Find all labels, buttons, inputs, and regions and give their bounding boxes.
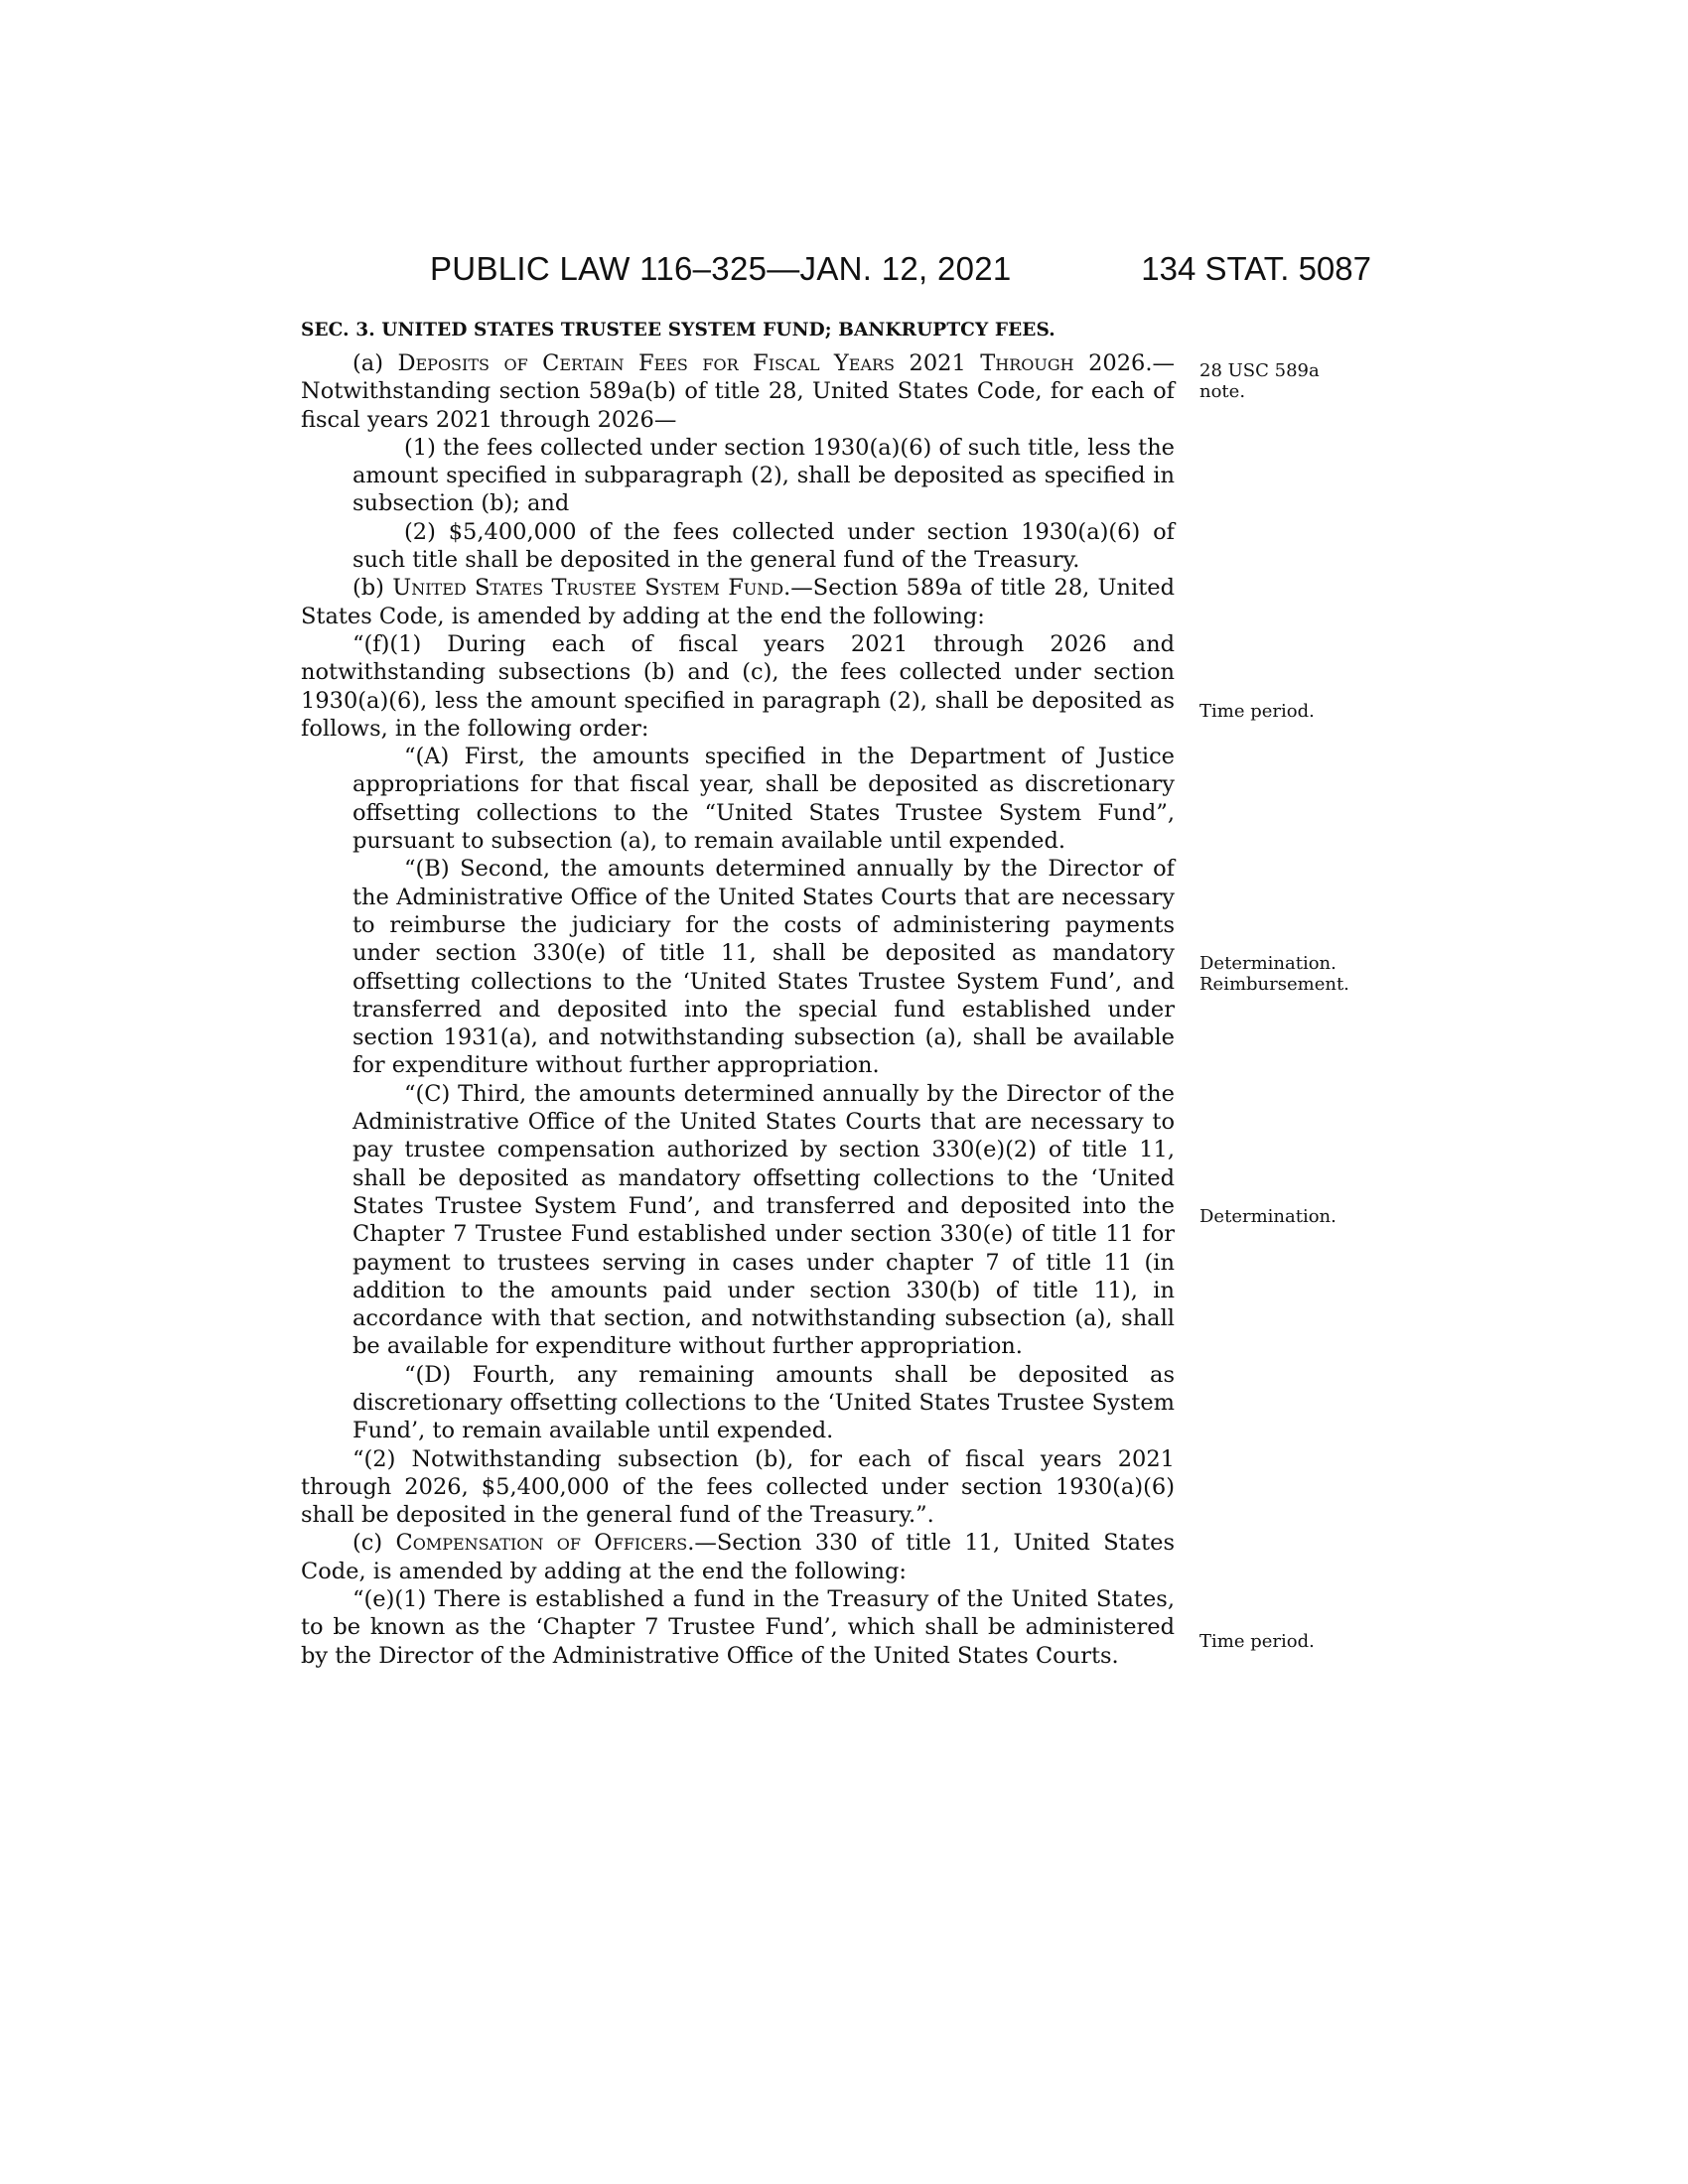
subsection-b <box>301 574 1175 630</box>
subsection-c-text: .—Section 330 of title 11, United States Code, is amended by adding at the end the following: <box>301 1530 1175 1584</box>
margin-note-determination-2: Determination. <box>1199 1206 1336 1227</box>
body-text <box>301 349 1175 1670</box>
subsection-a-caption: Deposits of Certain Fees for Fiscal Years 2021 Through 2026 <box>397 350 1146 376</box>
running-head: PUBLIC LAW 116–325—JAN. 12, 2021 <box>430 250 1012 287</box>
paragraph-a-1: (1) the fees collected under section 1930(a)(6) of such title, less the amount specified in subparagraph (2), shall be deposited as specified in subsection (b); and <box>352 434 1175 517</box>
subsection-a <box>301 349 1175 434</box>
subparagraph-f-C: “(C) Third, the amounts determined annually by the Director of the Administrative Office of the United States Courts that are necessary to pay trustee compensation authorized by section 330(e)(2) of title 11, shall be deposited as mandatory offsetting collections to the ‘United States Trustee System Fund’, and transferred and deposited into the Chapter 7 Trustee Fund established under section 330(e) of title 11 for payment to trustees serving in cases under chapter 7 of title 11 (in addition to the amounts paid under section 330(b) of title 11), in accordance with that section, and notwithstanding subsection (a), shall be available for expenditure without further appropriation. <box>352 1080 1175 1360</box>
subsection-b-text: .—Section 589a of title 28, United States Code, is amended by adding at the end the following: <box>301 575 1175 629</box>
margin-note-determination-1: Determination. <box>1199 953 1336 974</box>
subparagraph-f-A: “(A) First, the amounts specified in the Department of Justice appropriations for that fiscal year, shall be deposited as discretionary offsetting collections to the “United States Trustee System Fund”, pursuant to subsection (a), to remain available until expended. <box>352 744 1175 855</box>
subparagraph-f-B: “(B) Second, the amounts determined annually by the Director of the Administrative Office of the United States Courts that are necessary to reimburse the judiciary for the costs of administering payments under section 330(e) of title 11, shall be deposited as mandatory offsetting collections to the ‘United States Trustee System Fund’, and transferred and deposited into the special fund established under section 1931(a), and notwithstanding subsection (a), shall be available for expenditure without further appropriation. <box>352 856 1175 1079</box>
paragraph-a-2: (2) $5,400,000 of the fees collected under section 1930(a)(6) of such title shall be deposited in the general fund of the Treasury. <box>352 518 1175 574</box>
page-header <box>301 250 1371 296</box>
subsection-c-label: (c) <box>352 1530 396 1557</box>
paragraph-e-1: “(e)(1) There is established a fund in the Treasury of the United States, to be known as the ‘Chapter 7 Trustee Fund’, which shall be administered by the Director of the Administrative Office of the United States Courts. <box>301 1586 1175 1669</box>
margin-note-time-period-1: Time period. <box>1199 701 1315 722</box>
section-heading: SEC. 3. UNITED STATES TRUSTEE SYSTEM FUND; BANKRUPTCY FEES. <box>301 320 1055 341</box>
subsection-c <box>301 1529 1175 1585</box>
margin-note-time-period-2: Time period. <box>1199 1631 1315 1652</box>
margin-note-usc-line2: note. <box>1199 381 1246 402</box>
margin-note-usc-line1: 28 USC 589a <box>1199 360 1320 381</box>
subsection-b-caption: United States Trustee System Fund <box>392 575 784 602</box>
subsection-a-label: (a) <box>352 350 398 376</box>
subsection-c-caption: Compensation of Officers <box>395 1530 688 1557</box>
stat-page-number: 134 STAT. 5087 <box>1141 250 1371 287</box>
subsection-b-label: (b) <box>352 575 393 602</box>
paragraph-f-2: “(2) Notwithstanding subsection (b), for each of fiscal years 2021 through 2026, $5,400,000 of the fees collected under section 1930(a)(6) shall be deposited in the general fund of the Treasury.”. <box>301 1445 1175 1529</box>
margin-note-determination-reimbursement <box>1199 953 1378 995</box>
subsection-a-text: .—Notwithstanding section 589a(b) of title 28, United States Code, for each of fiscal years 2021 through 2026— <box>301 350 1175 433</box>
subparagraph-f-D: “(D) Fourth, any remaining amounts shall be deposited as discretionary offsetting collections to the ‘United States Trustee System Fund’, to remain available until expended. <box>352 1361 1175 1444</box>
margin-note-usc <box>1199 360 1378 402</box>
paragraph-f-1: “(f)(1) During each of fiscal years 2021 through 2026 and notwithstanding subsections (b) and (c), the fees collected under section 1930(a)(6), less the amount specified in paragraph (2), shall be deposited as follows, in the following order: <box>301 630 1175 742</box>
margin-note-reimbursement: Reimbursement. <box>1199 974 1349 995</box>
